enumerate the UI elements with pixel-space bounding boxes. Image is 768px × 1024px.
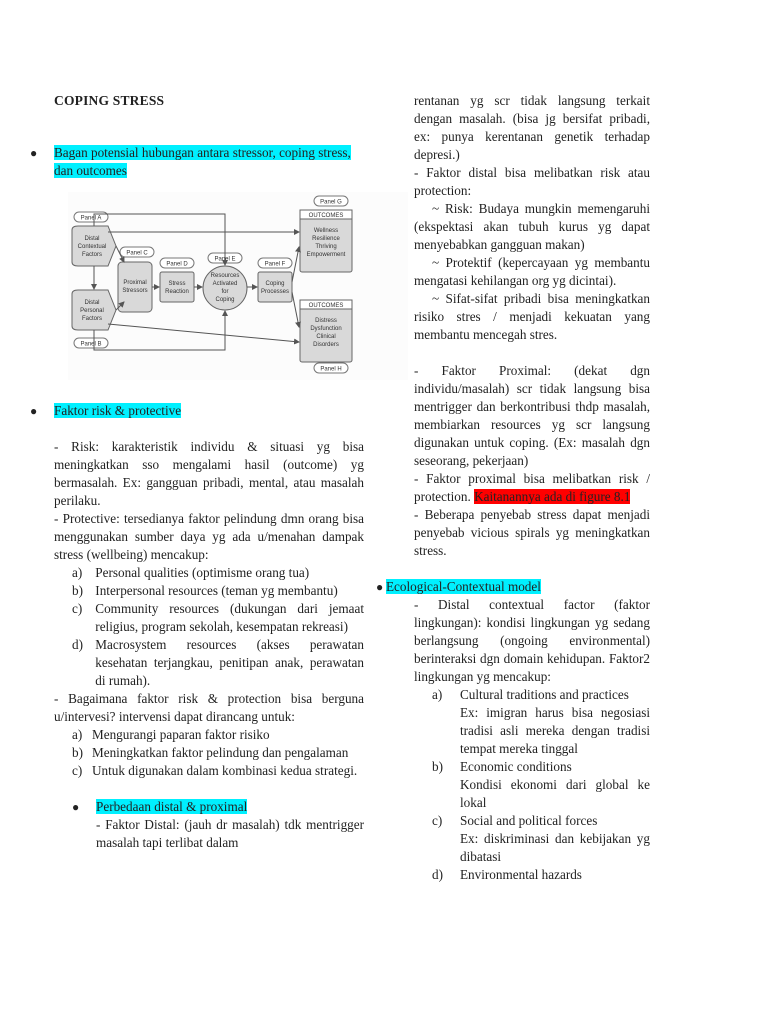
left-column — [30, 92, 364, 852]
resources-3: for — [221, 289, 229, 295]
list-label: b) — [432, 759, 443, 774]
panel-b-label: Panel B — [80, 341, 102, 348]
bullet-ecological — [376, 578, 650, 596]
risk-paragraph: - Risk: karakteristik individu & situasi yg bisa meningkatkan sso mengalami hasil (outcome) yg bermasalah. Ex: gangguan pribadi, mental, atau masalah perilaku. — [54, 439, 364, 508]
coping-diagram — [68, 192, 408, 380]
bullet-icon: ● — [72, 800, 80, 814]
eco-title: Cultural traditions and practices — [460, 687, 629, 702]
panel-g-label: Panel G — [320, 199, 342, 206]
outcomes-bottom-3: Clinical — [316, 334, 336, 340]
list-item — [388, 758, 650, 812]
bullet-icon: ● — [376, 580, 384, 594]
resources-2: Activated — [212, 281, 238, 287]
bullet-bagan-text: Bagan potensial hubungan antara stressor, coping stress, dan outcomes — [54, 145, 351, 178]
stress-1: Stress — [168, 281, 186, 287]
stress-2: Reaction — [165, 289, 189, 295]
eco-title: Economic conditions — [460, 759, 572, 774]
distal-contextual-2: Contextual — [77, 244, 107, 250]
list-item — [72, 744, 364, 762]
bullet-ecological-text: Ecological-Contextual model — [386, 579, 541, 594]
outcomes-top-4: Empowerment — [306, 252, 346, 258]
list-label: c) — [72, 601, 83, 616]
list-item — [72, 636, 364, 690]
resources-4: Coping — [215, 297, 235, 303]
proximal-paragraph: - Faktor Proximal: (dekat dgn individu/masalah) scr tidak langsung bisa mentrigger dan berkontribusi thdp masalah, membiarkan resources yg scr langsung digunakan untuk coping. (Ex: masalah dgn seseorang, pekerjaan) — [414, 363, 650, 468]
panel-f-label: Panel F — [264, 261, 286, 268]
list-label: c) — [432, 813, 443, 828]
coping-2: Processes — [260, 289, 290, 295]
resources-1: Resources — [210, 273, 240, 279]
distal-contextual-3: Factors — [81, 252, 103, 258]
outcomes-bottom-4: Disorders — [313, 342, 339, 348]
proximal-2: Stressors — [122, 288, 148, 294]
sifat-sub-paragraph: ~ Sifat-sifat pribadi bisa meningkatkan risiko stres / menjadi kekuatan yang membantu mencegah stres. — [414, 291, 650, 342]
list-label: c) — [72, 763, 83, 778]
list-label: b) — [72, 745, 83, 760]
bullet-bagan — [30, 144, 364, 180]
list-item — [388, 686, 650, 758]
panel-a-label: Panel A — [80, 215, 102, 222]
list-item — [72, 762, 364, 780]
list-text: Macrosystem resources (akses perawatan kesehatan terjangkau, penitipan anak, perawatan di rumah). — [95, 637, 364, 688]
bullet-perbedaan — [72, 798, 364, 816]
intervensi-list — [30, 726, 364, 780]
proximal-risk-paragraph — [388, 470, 650, 506]
list-label: b) — [72, 583, 83, 598]
list-item — [72, 564, 364, 582]
bullet-perbedaan-text: Perbedaan distal & proximal — [96, 799, 248, 814]
outcomes-top-header: OUTCOMES — [308, 213, 344, 219]
kaitan-highlight: Kaitanannya ada di figure 8.1 — [474, 489, 631, 504]
distal-risk-paragraph: - Faktor distal bisa melibatkan risk atau protection: — [414, 165, 650, 198]
bullet-icon: ● — [30, 404, 38, 418]
distal-contextual-paragraph: - Distal contextual factor (faktor lingkungan): kondisi lingkungan yg sedang berlangsung (ongoing environmental) berinteraksi dgn domain kehidupan. Faktor2 lingkungan yg mencakup: — [414, 597, 650, 684]
panel-c-label: Panel C — [126, 250, 148, 257]
list-item — [388, 866, 650, 884]
list-label: a) — [432, 687, 443, 702]
distal-personal-2: Personal — [80, 308, 104, 314]
eco-desc: Ex: diskriminasi dan kebijakan yg dibatasi — [460, 831, 650, 864]
list-label: d) — [432, 867, 443, 882]
list-label: d) — [72, 637, 83, 652]
eco-title: Social and political forces — [460, 813, 598, 828]
panel-h-label: Panel H — [320, 366, 342, 373]
distal-personal-1: Distal — [84, 300, 100, 306]
eco-list — [388, 686, 650, 884]
right-column — [376, 92, 650, 884]
distal-personal-3: Factors — [81, 316, 103, 322]
page-title: COPING STRESS — [54, 93, 165, 108]
outcomes-bottom-1: Distress — [315, 318, 337, 324]
eco-desc: Ex: imigran harus bisa negosiasi tradisi asli mereka dengan tradisi tempat mereka tinggal — [460, 705, 650, 756]
proximal-risk-text: - Faktor proximal bisa melibatkan risk / protection. — [414, 471, 650, 504]
list-label: a) — [72, 565, 83, 580]
list-label: a) — [72, 727, 83, 742]
list-text: Community resources (dukungan dari jemaat religius, program sekolah, kesempatan rekreasi) — [95, 601, 364, 634]
list-item — [72, 600, 364, 636]
list-text: Personal qualities (optimisme orang tua) — [95, 565, 310, 580]
proximal-1: Proximal — [123, 280, 147, 286]
protective-paragraph: - Protective: tersedianya faktor pelindung dmn orang bisa menggunakan sumber daya yg ada u/menahan dampak stress (wellbeing) mencakup: — [54, 511, 364, 562]
risk-sub-paragraph: ~ Risk: Budaya mungkin memengaruhi (ekspektasi akan tubuh kurus yg dapat menyebabkan gangguan makan) — [414, 201, 650, 252]
distal-contextual-1: Distal — [84, 236, 100, 242]
bullet-faktor — [30, 402, 364, 420]
list-text: Untuk digunakan dalam kombinasi kedua strategi. — [92, 763, 358, 778]
panel-e-label: Panel E — [214, 256, 236, 263]
protective-list — [30, 564, 364, 690]
list-item — [72, 582, 364, 600]
vicious-paragraph: - Beberapa penyebab stress dapat menjadi penyebab vicious spirals yg meningkatkan stress. — [414, 507, 650, 558]
rentanan-paragraph: rentanan yg scr tidak langsung terkait dengan masalah. (bisa jg bersifat pribadi, ex: punya kerentanan genetik terhadap depresi.) — [414, 93, 650, 162]
eco-title: Environmental hazards — [460, 867, 582, 882]
intervensi-paragraph: - Bagaimana faktor risk & protection bisa berguna u/intervesi? intervensi dapat dirancang untuk: — [54, 691, 364, 724]
panel-d-label: Panel D — [166, 261, 188, 268]
faktor-distal-paragraph: - Faktor Distal: (jauh dr masalah) tdk mentrigger masalah tapi terlibat dalam — [96, 817, 364, 850]
protektif-sub-paragraph: ~ Protektif (kepercayaan yg membantu mengatasi kehilangan org yg dicintai). — [414, 255, 650, 288]
outcomes-top-1: Wellness — [313, 228, 339, 234]
bullet-faktor-text: Faktor risk & protective — [54, 403, 182, 418]
outcomes-top-3: Thriving — [315, 244, 337, 250]
bullet-icon: ● — [30, 146, 38, 160]
list-text: Interpersonal resources (teman yg membantu) — [95, 583, 338, 598]
eco-desc: Kondisi ekonomi dari global ke lokal — [460, 777, 650, 810]
coping-1: Coping — [265, 281, 285, 287]
list-text: Meningkatkan faktor pelindung dan pengalaman — [92, 745, 349, 760]
outcomes-top-2: Resilience — [312, 236, 340, 242]
list-item — [388, 812, 650, 866]
outcomes-bottom-2: Dysfunction — [310, 326, 342, 332]
list-item — [72, 726, 364, 744]
list-text: Mengurangi paparan faktor risiko — [92, 727, 270, 742]
outcomes-bottom-header: OUTCOMES — [308, 303, 344, 309]
